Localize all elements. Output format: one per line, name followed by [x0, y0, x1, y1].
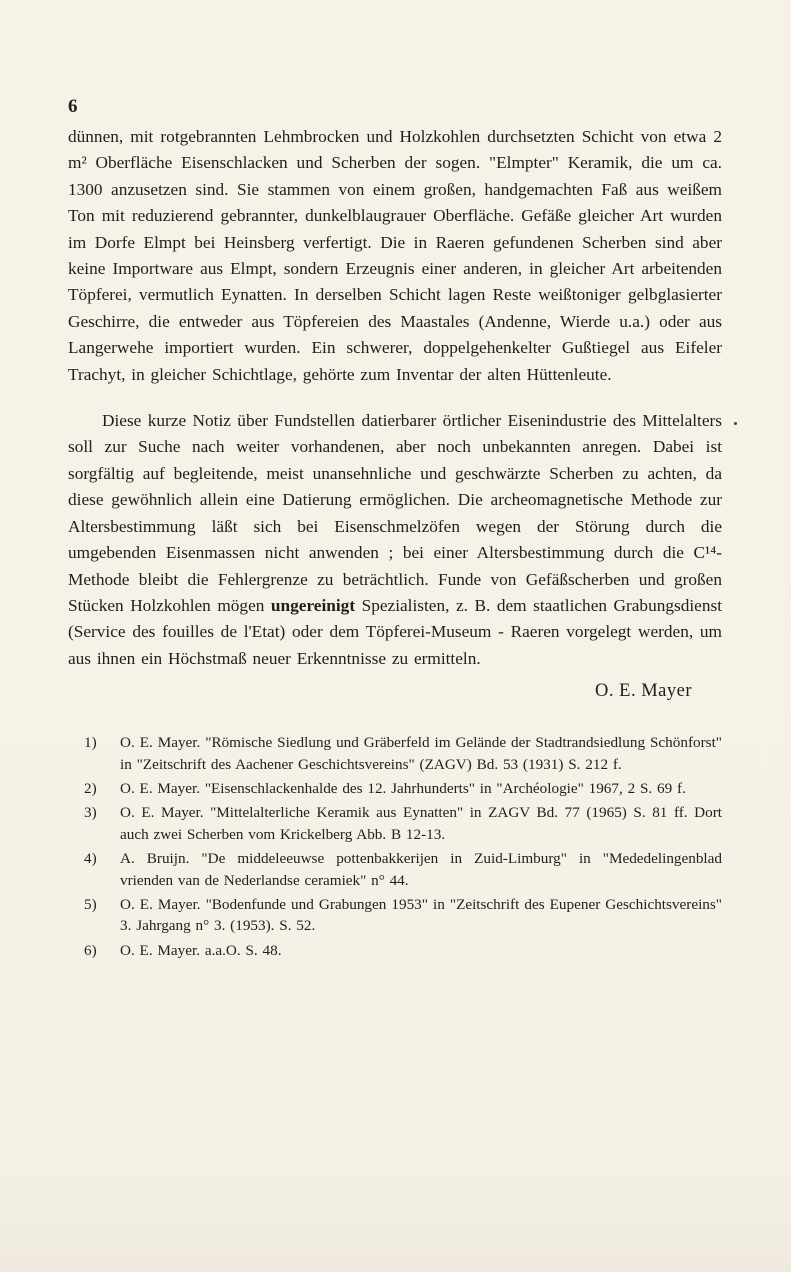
body-paragraph-1: dünnen, mit rotgebrannten Lehmbrocken und Holzkohlen durchsetzten Schicht von etwa 2 m² Oberfläche Eisenschlacken und Scherben der sogen. "Elmpter" Keramik, die um ca. 1300 anzusetzen sind. Sie stammen von einem großen, handgemachten Faß aus weißem Ton mit reduzierend gebrannter, dunkelblaugrauer Oberfläche. Gefäße gleicher Art wurden im Dorfe Elmpt bei Heinsberg verfertigt. Die in Raeren gefundenen Scherben sind aber keine Importware aus Elmpt, sondern Erzeugnis einer anderen, in gleicher Art arbeitenden Töpferei, vermutlich Eynatten. In derselben Schicht lagen Reste weißtoniger gelbglasierter Geschirre, die entweder aus Töpfereien des Maastales (Andenne, Wierde u.a.) oder aus Langerwehe importiert wurden. Ein schwerer, doppelgehenkelter Gußtiegel aus Eifeler Trachyt, in gleicher Schichtlage, gehörte zum Inventar der alten Hüttenleute. [68, 127, 722, 384]
footnote-item [84, 732, 722, 775]
footnote-number: 2) [84, 779, 97, 797]
page-number: 6 [68, 96, 79, 117]
paragraph-2-text-before: Diese kurze Notiz über Fundstellen datierbarer örtlicher Eisenindustrie des Mittelalters soll zur Suche nach weiter vorhandenen, aber noch unbekannten anregen. Dabei ist sorgfältig auf begleitende, meist unansehnliche und geschwärzte Scherben zu achten, da diese gewöhnlich allein eine Datierung ermöglichen. Die archeomagnetische Methode zur Altersbestimmung läßt sich bei Eisenschmelzöfen wegen der Störung durch die umgebenden Eisenmassen nicht anwenden ; bei einer Altersbestimmung durch die C¹⁴-Methode bleibt die Fehlergrenze zu beträchtlich. Funde von Gefäßscherben und großen Stücken Holzkohlen mögen [68, 411, 722, 615]
footnote-number: 4) [84, 850, 97, 868]
footnote-text: O. E. Mayer. "Eisenschlackenhalde des 12. Jahrhunderts" in "Archéologie" 1967, 2 S. 69 f. [120, 779, 686, 797]
footnote-number: 6) [84, 941, 97, 959]
footnote-item [84, 894, 722, 937]
footnote-item [84, 848, 722, 891]
footnote-list [68, 732, 722, 961]
footnote-item [84, 940, 722, 961]
footnote-text: O. E. Mayer. "Bodenfunde und Grabungen 1953" in "Zeitschrift des Eupener Geschichtsvereins" 3. Jahrgang n° 3. (1953). S. 52. [120, 895, 722, 935]
footnote-item [84, 778, 722, 799]
footnote-text: O. E. Mayer. a.a.O. S. 48. [120, 941, 282, 959]
footnote-number: 5) [84, 895, 97, 913]
footnote-text: O. E. Mayer. "Römische Siedlung und Gräberfeld im Gelände der Stadtrandsiedlung Schönforst" in "Zeitschrift des Aachener Geschichtsvereins" (ZAGV) Bd. 53 (1931) S. 212 f. [120, 734, 722, 773]
scan-artifact-dot [734, 422, 737, 425]
author-signature: O. E. Mayer [595, 681, 692, 702]
footnote-number: 3) [84, 804, 97, 822]
footnote-item [84, 802, 722, 845]
footnote-text: A. Bruijn. "De middeleeuwse pottenbakkerijen in Zuid-Limburg" in "Mededelingenblad vrienden van de Nederlandse ceramiek" n° 44. [120, 850, 722, 889]
footnote-number: 1) [84, 734, 97, 752]
footnote-text: O. E. Mayer. "Mittelalterliche Keramik aus Eynatten" in ZAGV Bd. 77 (1965) S. 81 ff. Dort auch zwei Scherben vom Krickelberg Abb. B 12-13. [120, 804, 722, 843]
page-content [68, 96, 722, 964]
paragraph-2-text-after: Spezialisten, z. B. dem staatlichen Grabungsdienst (Service des fouilles de l'Etat) oder dem Töpferei-Museum - Raeren vorgelegt werden, um aus ihnen ein Höchstmaß neuer Erkenntnisse zu ermitteln. [68, 595, 722, 668]
paragraph-2-bold-word: ungereinigt [270, 595, 356, 615]
body-paragraph-2 [68, 408, 722, 672]
